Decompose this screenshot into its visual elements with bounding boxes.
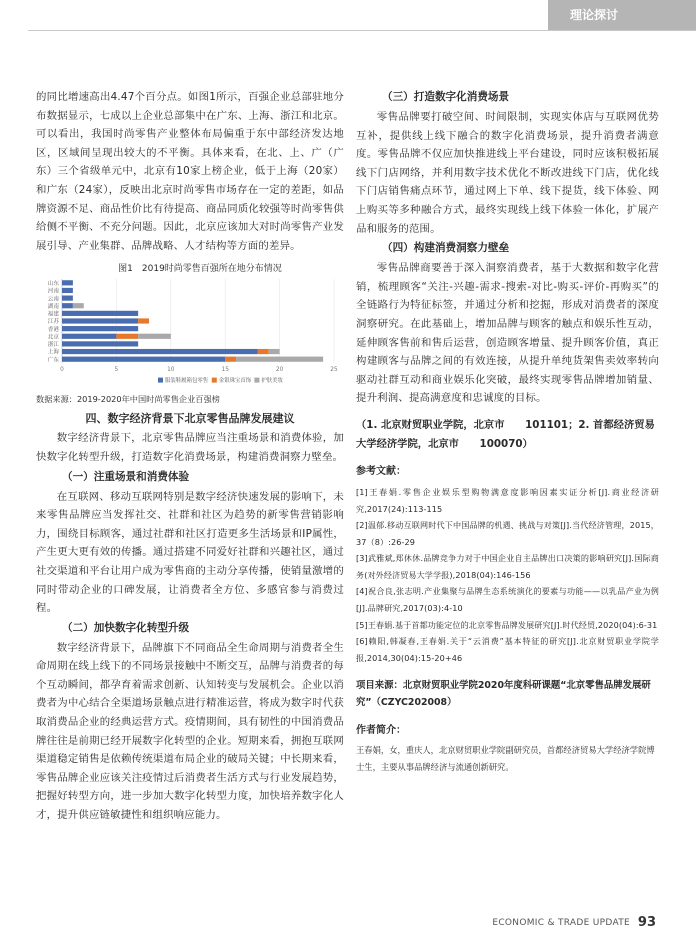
section-badge: 理论探讨 (548, 0, 696, 30)
bar-segment (116, 334, 138, 339)
bar-segment (62, 334, 116, 339)
x-tick-label: 25 (330, 367, 338, 374)
category-label: 山东 (47, 281, 59, 288)
x-tick-label: 5 (114, 367, 119, 374)
bar-segment (269, 349, 280, 354)
legend-swatch (158, 378, 163, 383)
section-intro: 数字经济背景下，北京零售品牌应当注重场景和消费体验，加快数字化转型升级，打造数字化消费场景，构建消费洞察力壁垒。 (36, 432, 344, 463)
intro-paragraph: 的同比增速高出4.47个百分点。如图1所示，百强企业总部驻地分布数据显示，七成以上企业总部集中在广东、上海、浙江和北京。可以看出，我国时尚零售产业整体布局偏重于东中部经济发达地区，区域间呈现出较大的不平衡。具体来看，在北、上、广（广东）三个省级单元中，北京有10家上榜企业，低于上海（20家）和广东（24家），反映出北京时尚零售市场存在一定的差距，如品牌资源不足、商品性价比有待提高、商品同质化较强等时尚零售供给侧不平衡、不充分问题。因此，北京应该加大对时尚零售产业发展引导、产业集群、品牌战略、人才结构等方面的差异。 (36, 91, 344, 252)
chart-title: 图1 2019时尚零售百强所在地分布情况 (118, 264, 282, 275)
legend-label: 金银珠宝首饰 (218, 378, 252, 385)
figure-1 (36, 263, 344, 389)
legend-label: 服装鞋履箱包零售 (165, 378, 209, 385)
bar-segment (62, 357, 225, 362)
reference-item: [5]王春娟.基于首都功能定位的北京零售品牌发展研究[J].时代经贸,2020(04):6-31 (356, 619, 658, 630)
subheading-2: （二）加快数字化转型升级 (62, 621, 190, 634)
paragraph-insight: 零售品牌商要善于深入洞察消费者，基于大数据和数字化营销，梳理顾客“关注-兴趣-需求-搜索-对比-购买-评价-再购买”的全链路行为特征标签，并通过分析和挖掘，形成对消费者的深度洞察研究。在此基础上，增加品牌与顾客的触点和娱乐性互动，延伸顾客售前和售后运营，创造顾客增量、提升顾客价值，真正构建顾客与品牌之间的有效连接，从提升单纯货架售卖效率转向驱动社群互动和商业娱乐化突破，最终实现零售品牌增加销量、提升利润、提高满意度和忠诚度的目标。 (356, 262, 659, 405)
category-label: 北京 (47, 334, 59, 341)
reference-item: [3]武雅斌,郑休休.品牌竞争力对于中国企业自主品牌出口决策的影响研究[J].国际商务(对外经济贸易大学学报),2018(04):146-156 (356, 553, 659, 580)
x-tick-label: 20 (275, 367, 284, 374)
bar-segment (62, 326, 138, 331)
reference-item: [4]祝合良,张志明.产业集聚与品牌生态系统演化的要素与功能——以乳品产业为例[J].品牌研究,2017(03):4-10 (356, 586, 659, 614)
x-tick-label: 15 (221, 367, 229, 374)
reference-item: [6]赖阳,韩凝春,王春娟.关于“云消费”基本特征的研究[J].北京财贸职业学院学报,2014,30(04):15-20+46 (356, 636, 659, 663)
section-heading: 四、数字经济背景下北京零售品牌发展建议 (85, 412, 295, 426)
bar-segment (62, 319, 138, 324)
bar-segment (73, 303, 84, 308)
category-label: 江苏 (47, 319, 59, 326)
category-label: 浙江 (47, 342, 59, 349)
bar-segment (62, 288, 73, 293)
bar-segment (62, 303, 73, 308)
subheading-1: （一）注重场景和消费体验 (62, 470, 190, 483)
paragraph-digital: 数字经济背景下，品牌旗下不同商品全生命周期与消费者全生命周期在线上线下的不同场景接触中不断交互，品牌与消费者的每个互动瞬间，都孕育着需求创新、认知转变与发展机会。企业以消费者为中心结合全渠道场景触点进行精准运营，将成为数字时代获取消费品企业的经典运营方式。疫情期间，具有韧性的中国消费品牌往往是前期已经开展数字化转型的企业。短期来看，拥抱互联网渠道稳定销售是依赖传统渠道布局企业的破局关键；中长期来看，零售品牌企业应该关注疫情过后消费者生活方式与行业发展趋势，把握好转型方向，进一步加大数字化转型力度，加快培养数字化人才，提升供应链敏捷性和组织响应能力。 (36, 641, 344, 822)
bar-segment (62, 296, 73, 301)
paragraph-scenes: 在互联网、移动互联网特别是数字经济快速发展的影响下，未来零售品牌应当发挥社交、社群和社区为趋势的新零售营销影响力，围绕目标顾客，通过社群和社区打造更多生活场景和IP属性，产生更大更有效的传播。通过搭建不同爱好社群和兴趣社区，通过社交渠道和平台让用户成为零售商的主动分享传播，使销量激增的同时带动企业的口碑发展，让消费者全方位、多感官参与消费过程。 (36, 490, 344, 615)
project-source: 项目来源：北京财贸职业学院2020年度科研课题“北京零售品牌发展研究”（CZYC202008） (356, 680, 651, 708)
references-heading: 参考文献： (356, 465, 406, 477)
legend-swatch (254, 378, 259, 383)
left-column (36, 88, 344, 825)
paragraph-consumption: 零售品牌要打破空间、时间限制，实现实体店与互联网优势互补，提供线上线下融合的数字化消费场景，提升消费者满意度。零售品牌不仅应加快推进线上平台建设，同时应该积极拓展线下门店网络，并利用数字技术优化不断改进线下门店，优化线下门店销售痛点环节，通过网上下单、线下提货，线下体验、网上购买等多种融合方式，最终实现线上线下体验一体化，扩展产品和服务的范围。 (356, 111, 659, 235)
x-tick-label: 0 (60, 367, 64, 374)
category-label: 湖南 (47, 304, 59, 311)
category-label: 香港 (47, 327, 59, 334)
bar-segment (62, 349, 258, 354)
category-label: 福建 (47, 311, 59, 318)
author-bio: 王春娟，女，重庆人，北京财贸职业学院副研究员，首都经济贸易大学经济学院博士生，主要从事品牌经济与流通创新研究。 (356, 745, 655, 772)
category-label: 上海 (47, 350, 59, 357)
bar-segment (138, 319, 149, 324)
subheading-4: （四）构建消费洞察力壁垒 (382, 242, 510, 255)
reference-item: [1]王春娟.零售企业娱乐型购物满意度影响因素实证分析[J].商业经济研究,2017(24):113-115 (356, 486, 659, 514)
reference-item: [2]温郁.移动互联网时代下中国品牌的机遇、挑战与对策[J].当代经济管理，2015，37（8）:26-29 (356, 520, 659, 547)
page-footer (0, 914, 696, 934)
bar-segment (236, 357, 323, 362)
publication-name: ECONOMIC & TRADE UPDATE (492, 918, 630, 928)
bar-chart (36, 277, 344, 389)
bar-segment (62, 342, 138, 347)
author-bio-heading: 作者简介： (356, 725, 406, 737)
bar-segment (225, 357, 236, 362)
header-rule (28, 30, 696, 31)
bar-segment (258, 349, 269, 354)
bar-segment (62, 311, 138, 316)
category-label: 河南 (47, 288, 59, 295)
x-tick-label: 10 (167, 367, 175, 374)
bar-segment (138, 334, 171, 339)
category-label: 广东 (47, 357, 59, 364)
legend-label: 护肤美妆 (261, 378, 283, 385)
category-label: 云南 (47, 296, 59, 303)
right-column (356, 88, 659, 775)
subheading-3: （三）打造数字化消费场景 (382, 91, 510, 103)
author-affiliation: （1. 北京财贸职业学院，北京市 101101；2. 首都经济贸易大学经济学院，北京市 100070） (356, 418, 655, 450)
chart-source: 数据来源：2019-2020年中国时尚零售企业百强榜 (36, 394, 220, 405)
references-list (356, 484, 659, 667)
bar-segment (62, 281, 73, 286)
legend-swatch (212, 378, 217, 383)
page-number: 93 (637, 915, 656, 930)
